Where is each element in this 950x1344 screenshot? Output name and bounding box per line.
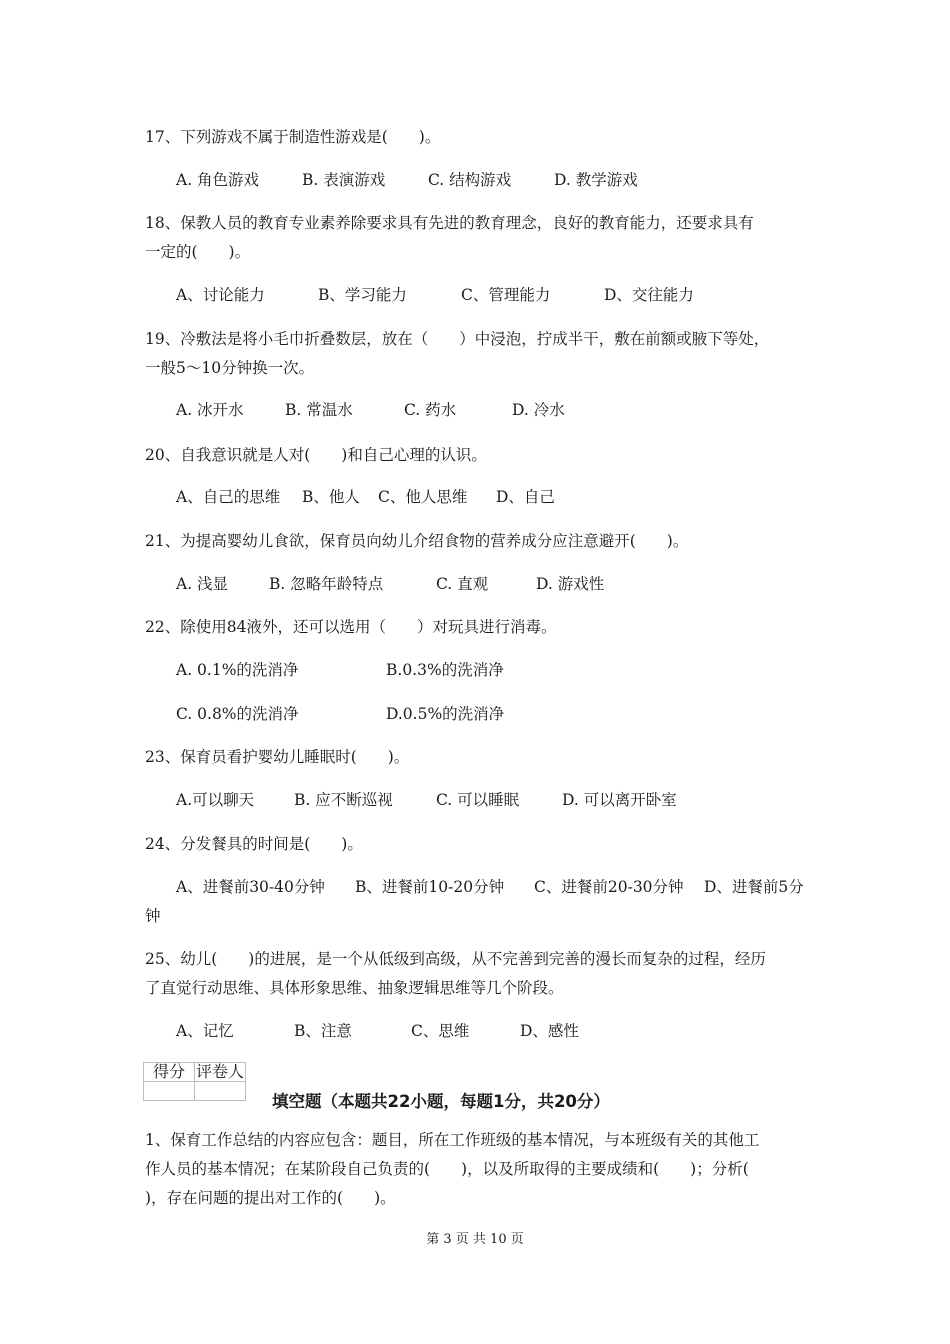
question-22-stem: 22、除使用84液外，还可以选用（ ）对玩具进行消毒。 bbox=[145, 618, 557, 636]
question-17-option-a: A. 角色游戏 bbox=[176, 171, 260, 189]
question-21-stem: 21、为提高婴幼儿食欲，保育员向幼儿介绍食物的营养成分应注意避开( )。 bbox=[145, 532, 689, 550]
question-20-stem: 20、自我意识就是人对( )和自己心理的认识。 bbox=[145, 446, 487, 464]
question-17-option-d: D. 教学游戏 bbox=[554, 171, 638, 189]
question-23-option-b: B. 应不断巡视 bbox=[294, 791, 393, 809]
page-footer: 第 3 页 共 10 页 bbox=[426, 1232, 524, 1247]
question-25-option-c: C、思维 bbox=[411, 1022, 470, 1040]
score-table bbox=[143, 1062, 246, 1101]
question-25-stem-line-2: 了直觉行动思维、具体形象思维、抽象逻辑思维等几个阶段。 bbox=[145, 979, 564, 997]
fill-blank-line-1: 1、保育工作总结的内容应包含：题目，所在工作班级的基本情况，与本班级有关的其他工 bbox=[145, 1131, 760, 1149]
fill-blank-line-2: 作人员的基本情况；在某阶段自己负责的( )，以及所取得的主要成绩和( )；分析( bbox=[145, 1160, 749, 1178]
question-24-option-b: B、进餐前10-20分钟 bbox=[355, 878, 505, 896]
question-19-option-c: C. 药水 bbox=[404, 401, 457, 419]
question-22-option-c: C. 0.8%的洗消净 bbox=[176, 705, 299, 723]
fill-blank-line-3: )，存在问题的提出对工作的( )。 bbox=[145, 1189, 396, 1207]
score-label: 得分 bbox=[144, 1063, 195, 1082]
score-cell bbox=[144, 1082, 195, 1101]
question-25-option-a: A、记忆 bbox=[176, 1022, 234, 1040]
question-24-option-d: D、进餐前5分 bbox=[704, 878, 804, 896]
question-19-option-b: B. 常温水 bbox=[285, 401, 353, 419]
question-18-option-b: B、学习能力 bbox=[318, 286, 407, 304]
question-17-option-c: C. 结构游戏 bbox=[428, 171, 512, 189]
question-25-stem-line-1: 25、幼儿( )的进展，是一个从低级到高级，从不完善到完善的漫长而复杂的过程，经历 bbox=[145, 950, 766, 968]
question-24-option-c: C、进餐前20-30分钟 bbox=[534, 878, 684, 896]
question-18-option-c: C、管理能力 bbox=[461, 286, 551, 304]
question-20-option-a: A、自己的思维 bbox=[176, 488, 281, 506]
question-19-stem-line-2: 一般5～10分钟换一次。 bbox=[145, 359, 315, 377]
question-20-option-c: C、他人思维 bbox=[378, 488, 468, 506]
question-17-option-b: B. 表演游戏 bbox=[302, 171, 386, 189]
question-21-option-c: C. 直观 bbox=[436, 575, 489, 593]
question-22-option-b: B.0.3%的洗消净 bbox=[386, 661, 504, 679]
question-21-option-a: A. 浅显 bbox=[176, 575, 229, 593]
grader-cell bbox=[195, 1082, 246, 1101]
question-24-option-d-wrap: 钟 bbox=[145, 907, 161, 925]
question-19-stem-line-1: 19、冷敷法是将小毛巾折叠数层，放在（ ）中浸泡，拧成半干，敷在前额或腋下等处， bbox=[145, 330, 770, 348]
question-18-stem-line-2: 一定的( )。 bbox=[145, 243, 251, 261]
question-23-option-c: C. 可以睡眠 bbox=[436, 791, 520, 809]
question-25-option-d: D、感性 bbox=[520, 1022, 579, 1040]
grader-label: 评卷人 bbox=[195, 1062, 244, 1081]
question-24-option-a: A、进餐前30-40分钟 bbox=[176, 878, 325, 896]
question-18-stem-line-1: 18、保教人员的教育专业素养除要求具有先进的教育理念，良好的教育能力，还要求具有 bbox=[145, 214, 754, 232]
question-22-option-a: A. 0.1%的洗消净 bbox=[176, 661, 299, 679]
question-18-option-d: D、交往能力 bbox=[604, 286, 694, 304]
question-17-stem: 17、下列游戏不属于制造性游戏是( )。 bbox=[145, 128, 441, 146]
question-21-option-d: D. 游戏性 bbox=[536, 575, 605, 593]
question-22-option-d: D.0.5%的洗消净 bbox=[386, 705, 505, 723]
question-23-stem: 23、保育员看护婴幼儿睡眠时( )。 bbox=[145, 748, 410, 766]
question-18-option-a: A、讨论能力 bbox=[176, 286, 265, 304]
question-21-option-b: B. 忽略年龄特点 bbox=[269, 575, 384, 593]
question-25-option-b: B、注意 bbox=[294, 1022, 352, 1040]
question-20-option-d: D、自己 bbox=[496, 488, 555, 506]
section-title: 填空题（本题共22小题，每题1分，共20分） bbox=[272, 1092, 610, 1111]
question-20-option-b: B、他人 bbox=[302, 488, 360, 506]
question-23-option-d: D. 可以离开卧室 bbox=[562, 791, 677, 809]
question-24-stem: 24、分发餐具的时间是( )。 bbox=[145, 835, 363, 853]
question-19-option-d: D. 冷水 bbox=[512, 401, 565, 419]
question-19-option-a: A. 冰开水 bbox=[176, 401, 244, 419]
question-23-option-a: A.可以聊天 bbox=[176, 791, 255, 809]
